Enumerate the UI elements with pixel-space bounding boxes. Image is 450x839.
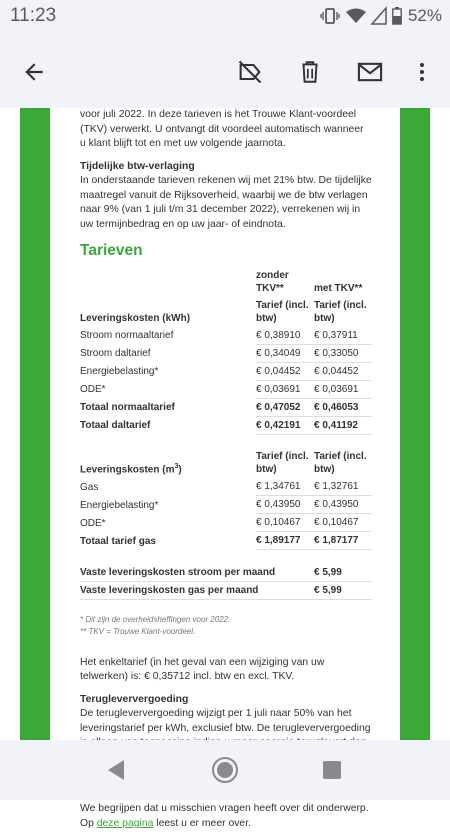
status-time: 11:23: [10, 5, 57, 26]
green-border-left: [20, 108, 50, 740]
row-zonder: € 1,34761: [256, 478, 314, 496]
stroom-table: [80, 267, 372, 600]
row-zonder: € 0,42191: [256, 416, 314, 434]
row-value: € 5,99: [314, 564, 372, 582]
row-zonder: € 1,89177: [256, 532, 314, 550]
nav-recents-icon: [322, 760, 342, 780]
nav-back-button[interactable]: [102, 756, 130, 784]
row-label: Stroom daltarief: [80, 348, 151, 359]
wifi-icon: [346, 8, 366, 24]
row-met: € 0,46053: [314, 398, 372, 416]
terug-text: De terugleververgoeding wijzigt per 1 juli naar 50% van het leveringstarief per kWh, exclusief btw. De terugleververgoeding: [80, 708, 371, 734]
label-off-icon: [236, 58, 264, 86]
row-met: € 0,43950: [314, 496, 372, 514]
table-row: [80, 327, 372, 345]
remove-label-button[interactable]: [234, 56, 266, 88]
col-zonder-tkv: zonder TKV**: [256, 269, 289, 294]
row-label: ODE*: [80, 517, 106, 529]
row-met: € 0,41192: [314, 416, 372, 434]
row-met: € 0,37911: [314, 327, 372, 345]
status-bar: [0, 0, 450, 36]
row-label: Totaal normaaltarief: [80, 402, 175, 413]
row-zonder: € 0,38910: [256, 327, 314, 345]
table-row: [80, 398, 372, 416]
table-row: [80, 496, 372, 514]
tarieven-title: Tarieven: [80, 242, 143, 259]
app-bar: [0, 36, 450, 108]
table-row: [80, 380, 372, 398]
footnote-2: ** TKV = Trouwe Klant-voordeel.: [80, 626, 196, 636]
row-zonder: € 0,47052: [256, 398, 314, 416]
table-row: [80, 581, 372, 599]
row-met: € 1,32761: [314, 478, 372, 496]
intro-text: voor juli 2022. In deze tarieven is het Trouwe Klant-voordeel (TKV) verwerkt. U ontvangt dit voordeel automatisch wanneer u klant blijft tot en met uw volgende jaarnota.: [80, 109, 364, 149]
table-row: [80, 478, 372, 496]
stroom-header: Leveringskosten (kWh): [80, 312, 191, 324]
gas-header: Leveringskosten $(m^3)$: [80, 462, 182, 475]
row-label: Vaste leveringskosten stroom per maand: [80, 564, 314, 582]
more-vert-icon: [410, 60, 434, 84]
btw-text: In onderstaande tarieven rekenen wij met 21% btw. De tijdelijke maatregel vanuit de Rijksoverheid, waarbij we de btw verlagen naar 9% (van 1 juli t/m 31 december 2022), verrekenen wij in uw termijnbedrag en op uw jaar- of eindnota.: [80, 175, 372, 230]
back-button[interactable]: [18, 56, 50, 88]
row-value: € 5,99: [314, 581, 372, 599]
battery-percent: 52%: [407, 6, 442, 25]
status-icons: [320, 6, 442, 26]
battery-icon: [392, 7, 402, 25]
trash-icon: [297, 59, 323, 85]
col-met-tkv: met TKV**: [314, 282, 363, 294]
row-label: Vaste leveringskosten gas per maand: [80, 581, 314, 599]
row-zonder: € 0,43950: [256, 496, 314, 514]
table-row: [80, 564, 372, 582]
row-met: € 0,10467: [314, 514, 372, 532]
terug-title: Terugleververgoeding: [80, 693, 189, 705]
footnote-1: * Dit zijn de overheidsheffingen voor 2022.: [80, 614, 231, 624]
table-row: [80, 532, 372, 550]
enkeltarief-text: Het enkeltarief (in het geval van een wijziging van uw telwerken) is: € 0,35712 incl. btw en excl. TKV.: [80, 656, 325, 682]
nav-home-icon: [211, 756, 239, 784]
back-arrow-icon: [21, 59, 47, 85]
lees-text: We begrijpen dat u misschien vragen heeft over dit onderwerp. Op deze pagina leest u er meer over.: [80, 803, 369, 829]
tarief-label: Tarief (incl. btw): [256, 451, 309, 475]
system-nav-bar: [0, 740, 450, 800]
tarief-label: Tarief (incl. btw): [256, 299, 309, 324]
mail-icon: [356, 58, 384, 86]
row-met: € 0,33050: [314, 344, 372, 362]
row-label: Totaal tarief gas: [80, 535, 156, 547]
row-label: Totaal daltarief: [80, 420, 151, 431]
btw-title: Tijdelijke btw-verlaging: [80, 160, 195, 172]
nav-back-icon: [106, 759, 126, 781]
table-row: [80, 362, 372, 380]
row-met: € 0,03691: [314, 380, 372, 398]
deze-pagina-link[interactable]: deze pagina: [96, 817, 154, 829]
row-zonder: € 0,10467: [256, 514, 314, 532]
tarief-label: Tarief (incl. btw): [314, 299, 367, 324]
nav-recents-button[interactable]: [318, 756, 346, 784]
row-label: ODE*: [80, 384, 106, 395]
green-border-right: [400, 108, 430, 740]
row-label: Stroom normaaltarief: [80, 330, 174, 341]
row-met: € 1,87177: [314, 532, 372, 550]
delete-button[interactable]: [294, 56, 326, 88]
row-label: Energiebelasting*: [80, 366, 159, 377]
table-row: [80, 514, 372, 532]
more-options-button[interactable]: [406, 56, 438, 88]
row-label: Gas: [80, 481, 99, 493]
table-row: [80, 344, 372, 362]
signal-icon: [372, 8, 386, 24]
row-met: € 0,04452: [314, 362, 372, 380]
email-body[interactable]: [0, 108, 450, 829]
vibrate-icon: [320, 7, 340, 25]
row-zonder: € 0,04452: [256, 362, 314, 380]
nav-home-button[interactable]: [211, 756, 239, 784]
email-content: [80, 108, 372, 839]
row-zonder: € 0,03691: [256, 380, 314, 398]
tarief-label: Tarief (incl. btw): [314, 451, 367, 475]
table-row: [80, 416, 372, 434]
row-label: Energiebelasting*: [80, 499, 159, 511]
row-zonder: € 0,34049: [256, 344, 314, 362]
mark-unread-button[interactable]: [354, 56, 386, 88]
